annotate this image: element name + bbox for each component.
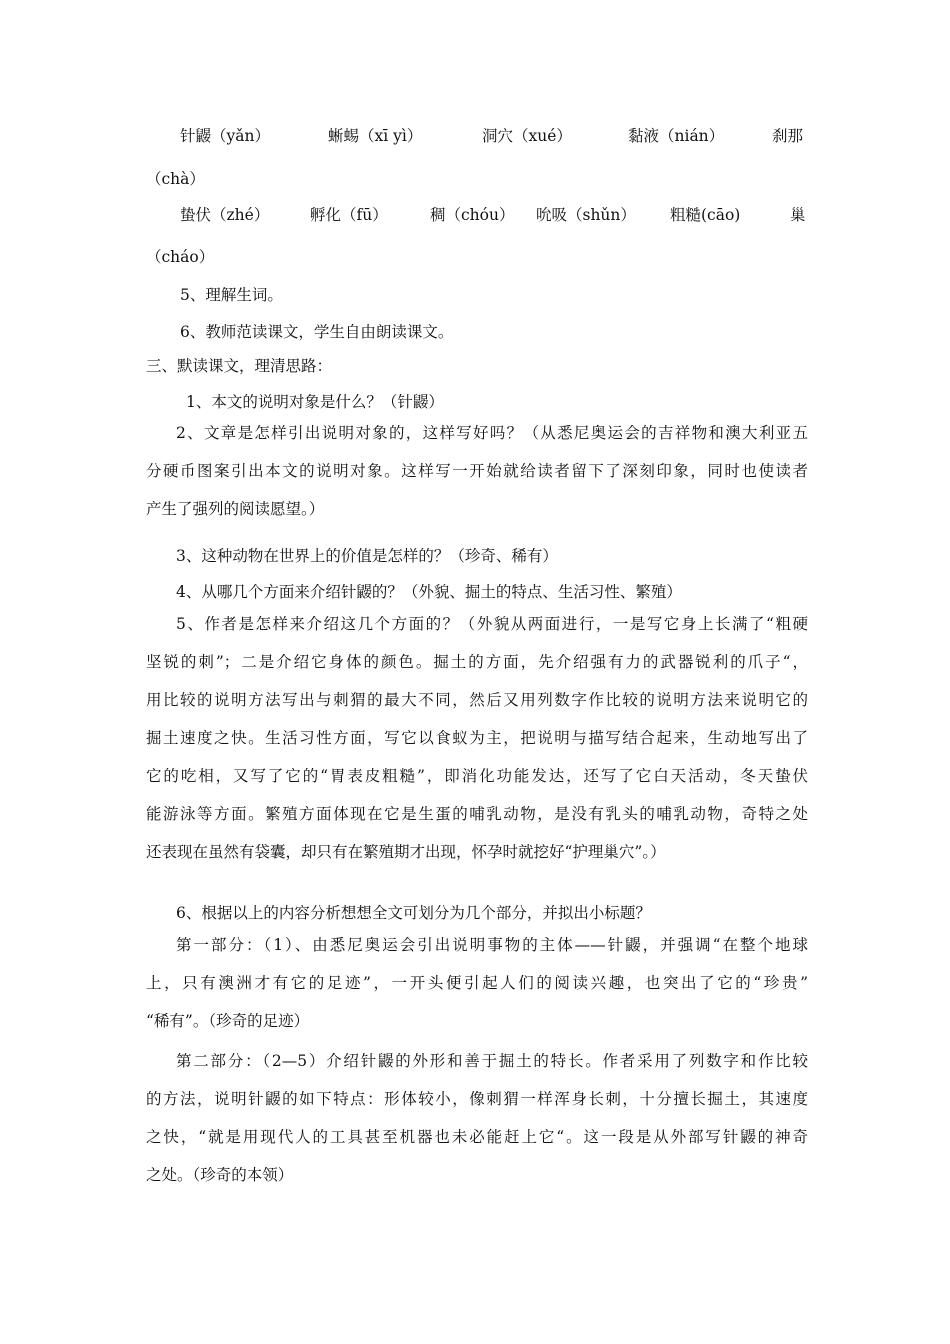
question-2-line: 分硬币图案引出本文的说明对象。这样写一开始就给读者留下了深刻印象，同时也使读者 <box>146 462 808 480</box>
question-1: 1、本文的说明对象是什么？（针鼹） <box>186 393 444 411</box>
question-2 <box>146 414 808 528</box>
vocab-row-1-wrap: （chà） <box>146 170 205 188</box>
question-2-line: 2、文章是怎样引出说明对象的，这样写好吗？（从悉尼奥运会的吉祥物和澳大利亚五 <box>176 424 808 442</box>
part-1-line: 上，只有澳洲才有它的足迹”，一开头便引起人们的阅读兴趣，也突出了它的“珍贵” <box>146 974 808 992</box>
question-4: 4、从哪几个方面来介绍针鼹的？（外貌、掘土的特点、生活习性、繁殖） <box>176 583 682 601</box>
vocab-word: 孵化（fū） <box>310 206 388 224</box>
question-5-line: 用比较的说明方法写出与刺猬的最大不同，然后又用列数字作比较的说明方法来说明它的 <box>146 691 808 709</box>
question-5-line: 5、作者是怎样来介绍这几个方面的？（外貌从两面进行，一是写它身上长满了“粗硬 <box>176 615 808 633</box>
vocab-row-2-wrap: （cháo） <box>146 248 215 266</box>
question-3: 3、这种动物在世界上的价值是怎样的？（珍奇、稀有） <box>176 547 558 565</box>
question-5-line: 掘土速度之快。生活习性方面，写它以食蚁为主，把说明与描写结合起来，生动地写出了 <box>146 729 808 747</box>
vocab-word: 针鼹（yǎn） <box>180 127 270 145</box>
section-heading: 三、默读课文，理清思路： <box>146 357 333 375</box>
vocab-word: 稠（chóu） <box>430 206 515 224</box>
vocab-word: 蜥蜴（xī yì） <box>328 127 423 145</box>
item-6: 6、教师范读课文，学生自由朗读课文。 <box>180 323 454 341</box>
part-1-line: “稀有”。（珍奇的足迹） <box>146 1012 310 1030</box>
vocab-word: 蛰伏（zhé） <box>180 206 270 224</box>
question-5-line: 能游泳等方面。繁殖方面体现在它是生蛋的哺乳动物，是没有乳头的哺乳动物，奇特之处 <box>146 805 808 823</box>
part-1-line: 第一部分：（1）、由悉尼奥运会引出说明事物的主体——针鼹，并强调“在整个地球 <box>176 936 808 954</box>
item-5: 5、理解生词。 <box>180 286 283 304</box>
part-2-line: 的方法，说明针鼹的如下特点：形体较小，像刺猬一样浑身长刺，十分擅长掘土，其速度 <box>146 1090 808 1108</box>
question-5-line: 坚锐的刺”；二是介绍它身体的颜色。掘土的方面，先介绍强有力的武器锐利的爪子“， <box>146 653 808 671</box>
part-2-line: 之处。（珍奇的本领） <box>146 1166 294 1184</box>
vocab-word: 黏液（nián） <box>628 127 725 145</box>
vocab-row-1 <box>0 124 950 148</box>
question-5-line: 它的吃相，又写了它的“胃表皮粗糙”，即消化功能发达，还写了它白天活动，冬天蛰伏 <box>146 767 808 785</box>
vocab-word: 洞穴（xué） <box>482 127 572 145</box>
vocab-word: 刹那 <box>772 127 804 145</box>
part-2-line: 第二部分：（2—5）介绍针鼹的外形和善于掘土的特长。作者采用了列数字和作比较 <box>176 1052 808 1070</box>
part-2-line: 之快，“就是用现代人的工具甚至机器也未必能赶上它“。这一段是从外部写针鼹的神奇 <box>146 1128 808 1146</box>
part-2 <box>146 1042 808 1194</box>
vocab-word: 巢 <box>790 206 806 224</box>
vocab-row-2 <box>0 203 950 227</box>
question-5 <box>146 605 808 871</box>
question-6: 6、根据以上的内容分析想想全文可划分为几个部分，并拟出小标题？ <box>176 904 651 922</box>
question-2-line: 产生了强列的阅读愿望。） <box>146 500 325 518</box>
part-1 <box>146 926 808 1040</box>
vocab-word: 粗糙(cāo) <box>670 206 741 224</box>
question-5-line: 还表现在虽然有袋囊，却只有在繁殖期才出现，怀孕时就挖好“护理巢穴”。） <box>146 843 666 861</box>
vocab-word: 吮吸（shǔn） <box>536 206 636 224</box>
